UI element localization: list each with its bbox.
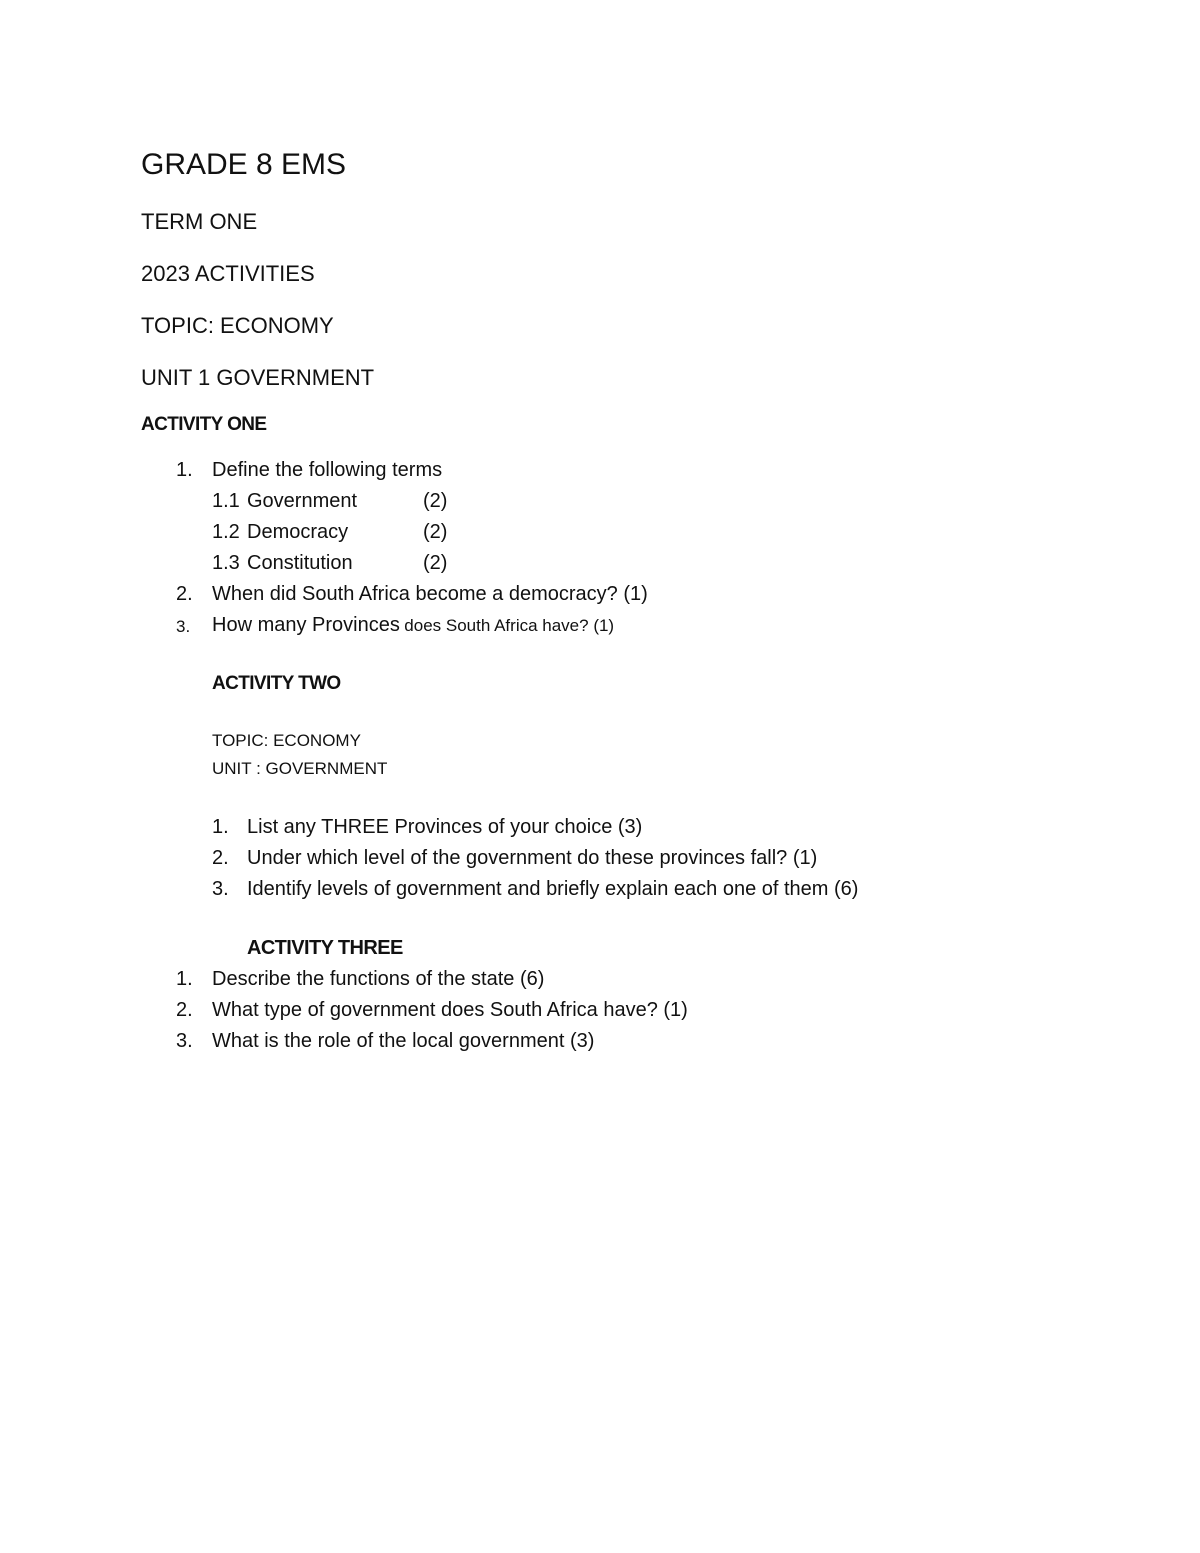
- activity-three-q1-number: 1.: [176, 968, 193, 990]
- activity-two-q3-number: 3.: [212, 878, 229, 900]
- topic-label: TOPIC: ECONOMY: [141, 313, 334, 338]
- activity-three-q2-number: 2.: [176, 999, 193, 1021]
- subitem-marks: (2): [423, 552, 448, 574]
- activity-two-q1-number: 1.: [212, 816, 229, 838]
- activity-three-q3-number: 3.: [176, 1030, 193, 1052]
- activity-two-topic: TOPIC: ECONOMY: [212, 731, 361, 750]
- activity-one-heading: ACTIVITY ONE: [141, 414, 267, 435]
- activity-two-q2-text: Under which level of the government do these provinces fall? (1): [247, 847, 818, 869]
- subitem-term: Democracy: [247, 521, 349, 543]
- activity-three-q3-text: What is the role of the local government (3): [212, 1030, 595, 1052]
- term-label: TERM ONE: [141, 209, 258, 234]
- activity-one-q3-text: [212, 615, 614, 635]
- activity-one-q3-text-main: How many Provinces: [212, 614, 400, 636]
- activity-two-q3-text: Identify levels of government and briefly explain each one of them (6): [247, 878, 859, 900]
- activity-one-q2-text: When did South Africa become a democracy? (1): [212, 583, 648, 605]
- subitem-number: 1.1: [212, 490, 240, 512]
- activity-one-q3-text-small: does South Africa have? (1): [404, 616, 615, 635]
- unit-label: UNIT 1 GOVERNMENT: [141, 365, 375, 390]
- year-label: 2023 ACTIVITIES: [141, 261, 315, 286]
- subitem-number: 1.3: [212, 552, 240, 574]
- activity-two-unit: UNIT : GOVERNMENT: [212, 759, 388, 778]
- subitem-marks: (2): [423, 521, 448, 543]
- activity-three-q1-text: Describe the functions of the state (6): [212, 968, 545, 990]
- activity-two-heading: ACTIVITY TWO: [212, 673, 341, 694]
- activity-three-heading: ACTIVITY THREE: [247, 937, 403, 959]
- activity-two-q2-number: 2.: [212, 847, 229, 869]
- activity-one-q2-number: 2.: [176, 583, 193, 605]
- subitem-number: 1.2: [212, 521, 240, 543]
- activity-one-q3-number: 3.: [176, 617, 191, 636]
- activity-one-q1-number: 1.: [176, 459, 193, 481]
- subitem-marks: (2): [423, 490, 448, 512]
- subitem-term: Constitution: [247, 552, 353, 574]
- activity-two-q1-text: List any THREE Provinces of your choice (3): [247, 816, 643, 838]
- activity-one-q1-text: Define the following terms: [212, 459, 443, 481]
- document-title: GRADE 8 EMS: [141, 148, 347, 181]
- activity-three-q2-text: What type of government does South Africa have? (1): [212, 999, 688, 1021]
- subitem-term: Government: [247, 490, 358, 512]
